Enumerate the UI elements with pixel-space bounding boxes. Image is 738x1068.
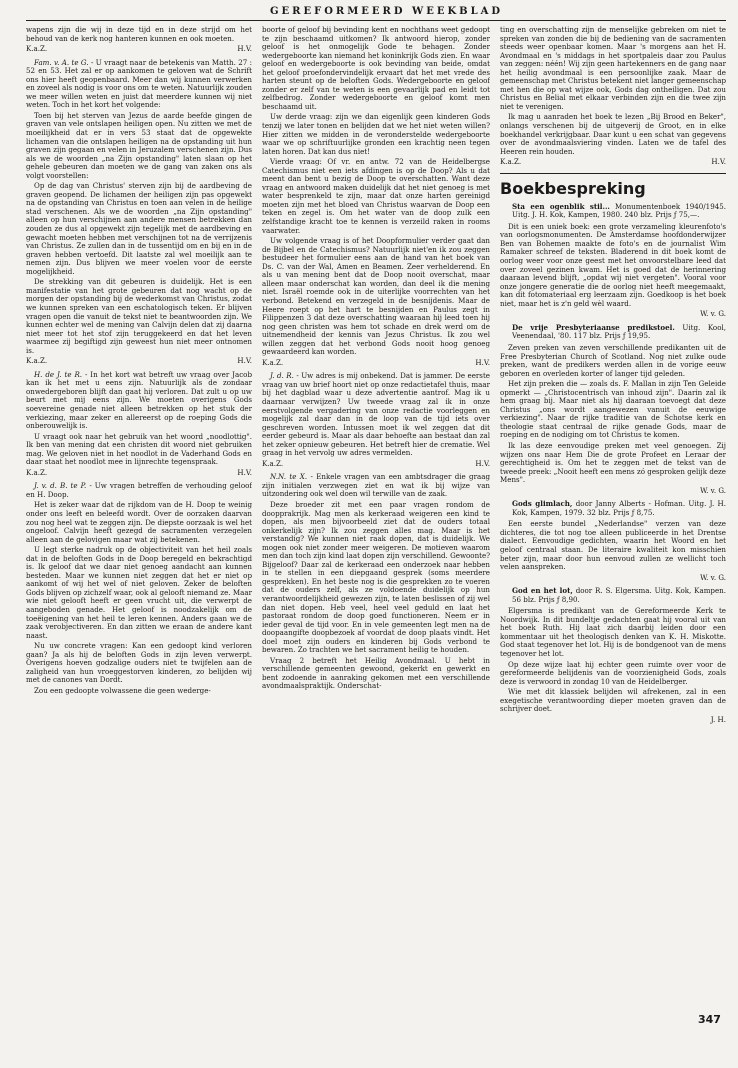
signature-initials: K.a.Z. — [26, 356, 48, 366]
book-title: Gods glimlach, — [512, 499, 573, 509]
reviewer-signature — [500, 716, 726, 725]
signature — [262, 359, 490, 368]
signature-initials: K.a.Z. — [262, 357, 284, 367]
paragraph: U vraagt ook naar het gebruik van het woord „noodlottig". Ik ben van mening dat een christen dit woord niet gebruiken mag. We geloven niet in het noodlot in de Vaderhand Gods en daar staat het noodlot mee in lijnrechte tegenspraak. — [26, 431, 252, 467]
review-text: Wie met dit klassiek belijden wil afrekenen, zal in een exegetische verantwoording dieper moeten graven dan de schrijver doet. — [500, 687, 726, 714]
answer-text: - Enkele vragen van een ambtsdrager die graag zijn initialen verzwegen ziet en wat ik bij wijze van uitzondering ook wel doen wil terwille van de zaak. — [262, 472, 490, 499]
book-details: door Janny Alberts - Hofman. Uitg. J. H. Kok, Kampen, 1979. 32 blz. Prijs ƒ 8,75. — [512, 499, 726, 517]
review-text: Dit is een uniek boek: een grote verzameling kleurenfoto's van oorlogsmonumenten. De Amsterdamse hoofdonderwijzer Ben van Bohemen maakte de foto's en de journalist Wim Ramaker schreef de teksten. Bladerend in dit boek komt de oorlog weer voor onze geest met het onvoorstelbare leed dat over zoveel gezinen kwam. Het is goed dat de herinnering daaraan levend blijft, „opdat wij niet vergeten". Vooral voor onze jongere generatie die de oorlog niet heeft meegemaakt, kan dit fotomateriaal erg leerzaam zijn. Goedkoop is het boek niet, maar het is z'n geld wèl waard. — [500, 221, 726, 308]
column-2 — [262, 26, 490, 1031]
answer-text: - U vraagt naar de betekenis van Matth. 27 : 52 en 53. Het zal er op aankomen te geloven wat de Schrift ons hier heeft geopenbaard. Meer dan wij kunnen verwerken en zoveel als nodig is voor ons om te weten. Natuurlijk zouden we meer willen weten en juist dat meerdere kunnen wij niet weten. Toch in het kort het volgende: — [26, 57, 252, 110]
signature — [26, 357, 252, 366]
paragraph: Ik mag u aanraden het boek te lezen „Bij Brood en Beker", onlangs verschenen bij de uitgeverij de Groot, en in elke boekhandel verkrijgbaar. Daar kunt u een schat van gegevens over de avondmaalsviering vinden. Laten we de tafel des Heeren rein houden. — [500, 112, 726, 156]
paragraph: U legt sterke nadruk op de objectiviteit van het heil zoals dat in de beloften Gods in de Doop beregeld en bekrachtigd is. Ik geloof dat we daar niet genoeg aandacht aan kunnen besteden. Maar we kunnen niet zeggen dat het er niet op aankomt of wij het wel of niet geloven. Zeker de beloften Gods blijven op zichzelf waar, ook al gelooft niemand ze. Maar wie niet gelooft heeft er geen vrucht uit, die verwerpt de aangeboden genade. Het geloof is noodzakelijk om de toeëigening van het heil te leren kennen. Anders gaan we de zaak verobjectiveren. En dan zitten we eraan de andere kant naast. — [26, 545, 252, 640]
signature-author: H.V. — [711, 157, 726, 167]
reviewer-initials: W. v. G. — [700, 485, 726, 495]
paragraph: Vierde vraag: Of vr. en antw. 72 van de Heidelbergse Catechismus niet een iets afdingen is op de Doop? Als u dat meent dan bent u bezig de Doop te overschatten. Want deze vraag en antwoord maken duidelijk dat het niet genoeg is met water besprenkeld te zijn, maar dat onze harten gereinigd moeten zijn met het bloed van Christus waarvan de Doop een teken en zegel is. Om het water van de doop zulk een zelfstandige kracht toe te kennen is verzeild raken in rooms vaarwater. — [262, 157, 490, 235]
book-heading — [512, 324, 726, 341]
page-number: 347 — [698, 1013, 721, 1026]
review-text: Zeven preken van zeven verschillende predikanten uit de Free Presbyterian Church of Scotland. Nog niet zulke oude preken, want de predikers werden allen in de vorige eeuw geboren en overleden korter of langer tijd geleden. — [500, 342, 726, 378]
signature — [26, 45, 252, 54]
signature-author: H.V. — [237, 356, 252, 366]
reviewer-initials: W. v. G. — [700, 309, 726, 319]
correspondent-name: H. de J. te R. — [34, 369, 83, 379]
journal-header: GEREFORMEERD WEEKBLAD — [270, 6, 504, 17]
book-heading — [512, 203, 726, 220]
letter-answer — [26, 371, 252, 431]
book-heading — [512, 587, 726, 604]
signature — [262, 460, 490, 469]
review-text: Op deze wijze laat hij echter geen ruimte over voor de gereformeerde belijdenis van de voorzienigheid Gods, zoals deze is verwoord in zondag 10 van de Heidelberger. — [500, 659, 726, 686]
signature-author: H.V. — [475, 357, 490, 367]
book-title: Sta een ogenblik stil... — [512, 201, 610, 211]
correspondent-name: J. d. R. — [270, 371, 294, 381]
column-3 — [500, 26, 726, 1031]
reviewer-signature — [500, 310, 726, 319]
review-text: Ik las deze eenvoudige preken met veel genoegen. Zij wijzen ons naar Hem Die de grote Profeet en Leraar der gerechtigheid is. Om het te zeggen met de tekst van de tweede preek: „Nooit heeft een mens zó gesproken gelijk deze Mens". — [500, 440, 726, 485]
section-title: Boekbespreking — [500, 178, 646, 198]
reviewer-signature — [500, 487, 726, 496]
book-title: De vrije Presbyteriaanse predikstoel. — [512, 322, 675, 332]
column-1 — [26, 26, 252, 1031]
answer-text: - Uw adres is mij onbekend. Dat is jammer. De eerste vraag van uw brief hoort niet op onze redactietafel thuis, maar bij het dagblad waar u deze advertentie aantrof. Mag ik u daarnaar verwijzen? Uw tweede vraag zal ik in onze eerstvolgende vergadering van onze redactie voorleggen en mogelijk zal daar dan in de loop van de tijd iets over geschreven worden. Intussen moet ik wel zeggen dat dit eerder gebeurd is. Maar als daar behoefte aan bestaat dan zal het zeker opnieuw gebeuren. Het betreft hier de crematie. Wel graag in het vervolg uw adres vermelden. — [262, 371, 490, 458]
answer-text: - In het kort wat betreft uw vraag over Jacob kan ik het met u eens zijn. Natuurlijk als de zondaar onwedergeboren blijft dan gaat hij verloren. Dat zult u op uw beurt met mij eens zijn. We moeten overigens Gods soevereine genade niet alleen betrekken op het stuk der verkiezing, maar zeker en allereerst op de roeping Gods die onberouwelijk is. — [26, 369, 252, 431]
section-divider — [500, 173, 726, 174]
paragraph: ting en overschatting zijn de menselijke gebreken om niet te spreken van zonden die bij de bediening van de sacramenten steeds weer openbaar komen. Maar 's morgens aan het H. Avondmaal en 's middags in het sportpaleis daar zou Paulus van zeggen: néén! Wij zijn geen hartekenners en de gang naar het heilig avondmaal is een persoonlijke zaak. Maar de gemeenschap met Christus betekent niet langer gemeenschap met hen die op wat wijze ook, Gods dag ontheiligen. Dat zou Christus en Belial met elkaar verbinden zijn en die twee zijn niet te verenigen. — [500, 26, 726, 111]
signature — [26, 469, 252, 478]
letter-answer — [26, 482, 252, 499]
reviewer-signature — [500, 574, 726, 583]
paragraph: Zou een gedoopte volwassene die geen wederge- — [34, 685, 211, 695]
correspondent-name: N.N. te X. — [270, 472, 308, 482]
paragraph: Uw volgende vraag is of het Doopformulier verder gaat dan de Bijbel en de Catechismus? Natuurlijk niet'en ik zou zeggen bestudeer het formulier eens aan de hand van het boek van Ds. C. van der Wal, Amen en Beamen. Zeer verhelderend. En als u van mening bent dat de Doop nooit overschat, maar alleen maar onderschat kan worden, dan deel ik die mening niet. Israël roemde ook in de uiterlijke voorrechten van het verbond. Betekend en verzegeld in de besnijdenis. Maar de Heere roept op het hart te besnijden en Paulus zegt in Filippenzen 3 dat deze overschatting waaraan hij leed toen hij nog geen christen was hem tot schade en drek werd om de uitnemendheid der kennis van Jezus Christus. Ik zou wel willen zeggen dat het verbond Gods nooit hoog genoeg gewaardeerd kan worden. — [262, 236, 490, 357]
paragraph: boorte of geloof bij bevinding kent en nochthans weet gedoopt te zijn beschaamd uitkomen? Ik antwoord hierop, zonder geloof is het onmogelijk Gode te behagen. Zonder wedergeboorte kan niemand het koninkrijk Gods zien. En waar geloof en wedergeboorte is ook bevinding van beide, omdat het geloof proefondervindelijk ervaart dat het met vrede des harten steunt op de beloften Gods. Wedergeboorte en geloof zonder er zelf van te weten is een gevaarlijk pad en leidt tot zelfbedrog. Zonder wedergeboorte en geloof komt men beschaamd uit. — [262, 26, 490, 111]
paragraph: Deze broeder zit met een paar vragen rondom de doopprakrijk. Mag men als kerkeraad weigeren een kind te dopen, als men bijvoorbeeld ziet dat de ouders totaal onkerkelijk zijn? Ik zou zeggen alles mag. Maar is het verstandig? We kunnen niet raak dopen, dat is duidelijk. We mogen ook niet zonder meer weigeren. De motieven waarom men dan toch zijn kind laat dopen zijn verschillend. Gewoonte? Bijgeloof? Daar zal de kerkeraad een onderzoek naar hebben in te stellen in een diepgaand gesprek (soms meerdere gesprekken). En het beste nog is die gesprekken zo te voeren dat de ouders zelf, als ze voldoende duidelijk op hun verantwoordelijkheid gewezen zijn, te laten beslissen of zij wel dan niet dopen. Heb veel, heel veel geduld en laat het pastoraat rondom de doop goed functioneren. Neem er in ieder geval de tijd voor. En in vele gemeenten legt men na de doopaangifte doopbezoek af voordat de doop plaats vindt. Het doel moet zijn ouders en kinderen bij Gods verbond te bewaren. Zo trachten we het sacrament heilig te houden. — [262, 499, 490, 655]
signature-initials: K.a.Z. — [26, 44, 48, 54]
paragraph: Nu uw concrete vragen: Kan een gedoopt kind verloren gaan? Ja als hij de beloften Gods in zijn leven verwerpt. Overigens hoeven godzalige ouders niet te twijfelen aan de zaligheid van hun vroeggestorven kinderen, zo belijden wij met de canones van Dordt. — [26, 641, 252, 685]
paragraph: Uw derde vraag: zijn we dan eigenlijk geen kinderen Gods tenzij we later tonen en belijden dat we het niet weten willen? Hier zitten we midden in de veronderstelde wedergeboorte waar we op schriftuurlijke gronden een krachtig neen tegen laten horen. Dat kan dus niet! — [262, 112, 490, 156]
book-title: God en het lot, — [512, 586, 573, 596]
signature — [500, 158, 726, 167]
review-text: Het zijn preken die — zoals ds. F. Mallan in zijn Ten Geleide opmerkt — „Christocentrisch van inhoud zijn". Daarin zal ik hem graag bij. Maar niet als hij daaraan toevoegt dat deze Christus „ons wordt aangewezen vanuit de eeuwige verkiezing". Naar de rijke traditie van de Schotse kerk en theologie staat centraal de rijke genade Gods, maar de roeping en de nodiging om tot Christus te komen. — [500, 379, 726, 440]
signature-author: H.V. — [475, 458, 490, 468]
review-text: Een eerste bundel „Nederlandse" verzen van deze dichteres, die tot nog toe alleen publiceerde in het Drentse dialect. Eenvoudige gedichten, waarin het Woord en het geloof centraal staan. De literaire kwaliteit kon misschien beter zijn, maar door hun eenvoud zullen ze wellicht toch velen aanspreken. — [500, 519, 726, 572]
answer-text: - Uw vragen betreffen de verhouding geloof en H. Doop. — [26, 481, 252, 499]
reviewer-initials: J. H. — [710, 714, 726, 724]
book-details: door R. S. Elgersma. Uitg. Kok, Kampen. 56 blz. Prijs ƒ 8,90. — [512, 586, 726, 604]
book-details: Uitg. Kool, Veenendaal, '80. 117 blz. Prijs ƒ 19,95. — [512, 322, 726, 341]
paragraph: Toen bij het sterven van Jezus de aarde beefde gingen de graven van vele ontslapen heiligen open. Nu zitten we met de moeilijkheid dat er in vers 53 staat dat de opgewekte lichamen van die ontslapen heiligen na de opstanding uit hun graven zijn gegaan en velen in Jeruzalem verschenen zijn. Dus als we de woorden „na Zijn opstanding" laten slaan op het gehele gebeuren dan moeten we de gang van zaken ons als volgt voorstellen: — [26, 110, 252, 180]
book-heading — [512, 500, 726, 517]
reviewer-initials: W. v. G. — [700, 572, 726, 582]
letter-answer — [262, 372, 490, 457]
signature-initials: K.a.Z. — [500, 157, 522, 167]
correspondent-name: J. v. d. B. te P. — [34, 481, 87, 491]
review-text: Elgersma is predikant van de Gereformeerde Kerk te Noordwijk. In dit bundeltje gedachten gaat hij vooral uit van het boek Ruth. Hij laat zich daarbij leiden door een kommentaar uit het theologisch denken van K. H. Miskotte. God staat tegenover het lot. Hij is de bondgenoot van de mens tegenover het lot. — [500, 606, 726, 658]
letter-answer — [26, 59, 252, 110]
signature-author: H.V. — [237, 467, 252, 477]
paragraph: De strekking van dit gebeuren is duidelijk. Het is een manifestatie van het grote gebeuren dat nog wacht op de morgen der opstanding bij de wederkomst van Christus, zodat we kunnen spreken van een eschatologisch teken. Er blijven vragen open die vanuit de tekst niet te beantwoorden zijn. We kunnen echter wel de mening van Calvijn delen dat zij daarna niet meer tot het stof zijn teruggekeerd en dat het leven waarmee zij begiftigd zijn geweest hun niet meer ontnomen is. — [26, 277, 252, 355]
paragraph: Vraag 2 betreft het Heilig Avondmaal. U hebt in verschillende gemeenten gewoond, gekerkt en gewerkt en bent zodoende in aanraking gekomen met een verschillende avondmaalspraktijk. Onderschat- — [262, 655, 490, 691]
signature-initials: K.a.Z. — [26, 467, 48, 477]
correspondent-name: Fam. v. A. te G. — [34, 57, 89, 67]
signature-author: H.V. — [237, 44, 252, 54]
book-details: Monumentenboek 1940/1945. Uitg. J. H. Kok, Kampen, 1980. 240 blz. Prijs ƒ 75,—. — [512, 201, 726, 220]
letter-answer — [262, 473, 490, 499]
paragraph: wapens zijn die wij in deze tijd en in deze strijd om het behoud van de kerk nog hanteren kunnen en ook moeten. — [26, 26, 252, 43]
header-rule — [26, 20, 726, 21]
signature-initials: K.a.Z. — [262, 458, 284, 468]
paragraph: Op de dag van Christus' sterven zijn bij de aardbeving de graven geopend. De lichamen der heiligen zijn pas opgewekt na de opstanding van Christus en toen aan velen in de heilige stad verschenen. Als we de woorden „na Zijn opstanding" alleen op hun verschijnen aan andere mensen betrekken dan zouden ze dus al opgewekt zijn tegelijk met de aardbeving en gewacht moeten hebben met verschijnen tot na de verrijzenis van Christus. Ze zullen dan in de tussentijd om en bij en in de graven hebben vertoefd. Dit laatste zal wel moeilijk aan te nemen zijn. Dus blijven we meer voelen voor de eerste mogelijkheid. — [26, 181, 252, 276]
paragraph: Het is zeker waar dat de rijkdom van de H. Doop te weinig onder ons leeft en beleefd wordt. Over de oorzaken daarvan zou nog heel wat te zeggen zijn. De diepste oorzaak is wel het ongeloof. Calvijn heeft gezegd de sacramenten verzegelen alleen aan de gelovigen maar wat zij betekenen. — [26, 500, 252, 544]
